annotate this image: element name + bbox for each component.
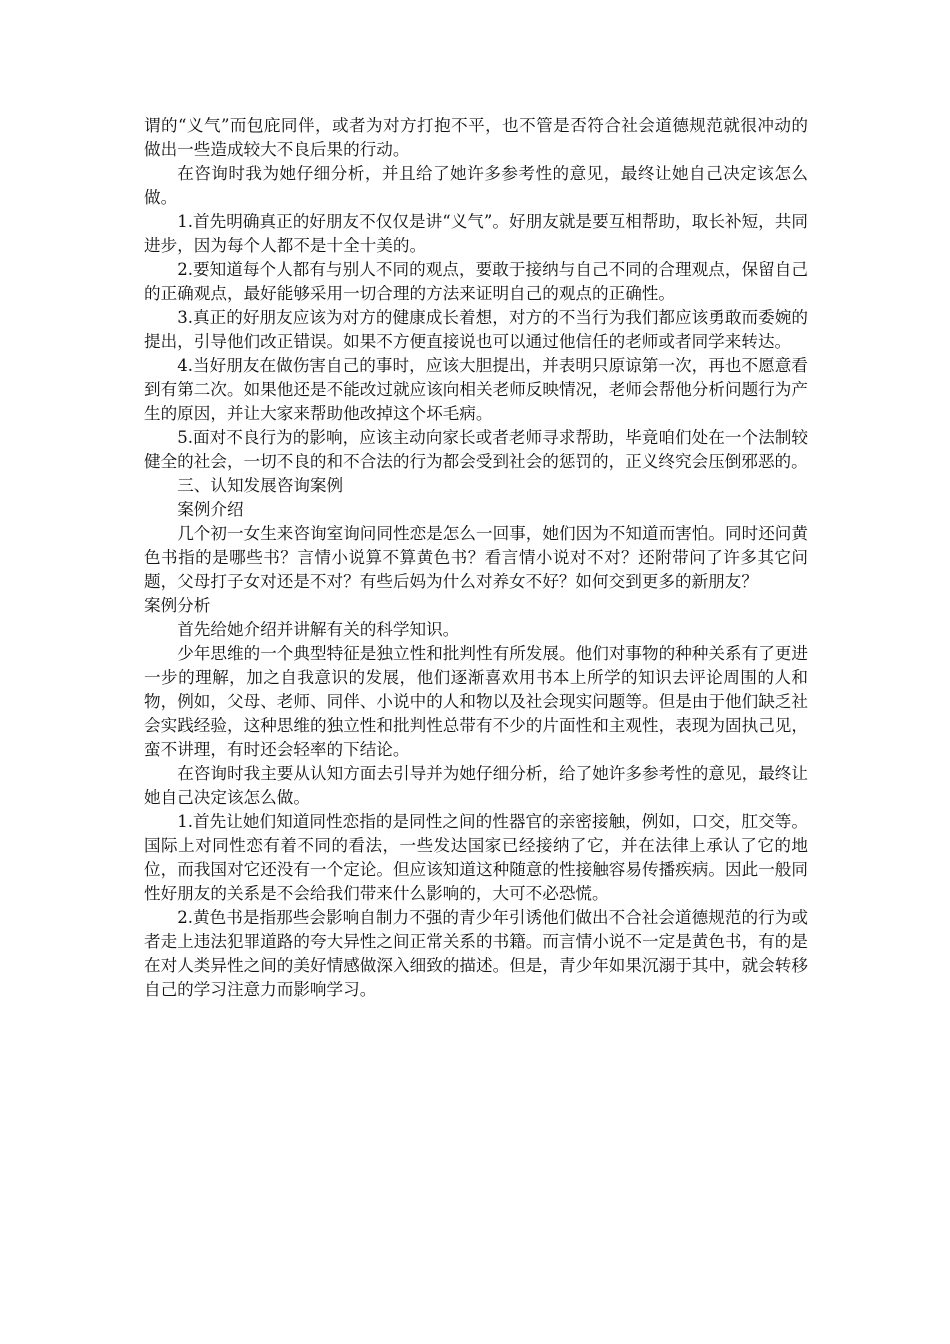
paragraph-point-3: 3.真正的好朋友应该为对方的健康成长着想，对方的不当行为我们都应该勇敢而委婉的提出，引导他们改正错误。如果不方便直接说也可以通过他信任的老师或者同学来转达。	[144, 308, 808, 351]
paragraph-cognitive-guidance: 在咨询时我主要从认知方面去引导并为她仔细分析，给了她许多参考性的意见，最终让她自己决定该怎么做。	[144, 764, 808, 807]
subheading-case-analysis: 案例分析	[144, 596, 211, 615]
section-heading: 三、认知发展咨询案例	[177, 476, 344, 495]
paragraph-analysis-point-1: 1.首先让她们知道同性恋指的是同性之间的性器官的亲密接触，例如，口交，肛交等。国际上对同性恋有着不同的看法，一些发达国家已经接纳了它，并在法律上承认了它的地位，而我国对它还没有一个定论。但应该知道这种随意的性接触容易传播疾病。因此一般同性好朋友的关系是不会给我们带来什么影响的，大可不必恐慌。	[144, 812, 808, 903]
paragraph-point-4: 4.当好朋友在做伤害自己的事时，应该大胆提出，并表明只原谅第一次，再也不愿意看到有第二次。如果他还是不能改过就应该向相关老师反映情况，老师会帮他分析问题行为产生的原因，并让大家来帮助他改掉这个坏毛病。	[144, 356, 808, 423]
subheading-case-intro: 案例介绍	[177, 500, 244, 519]
paragraph-analysis-intro: 首先给她介绍并讲解有关的科学知识。	[177, 620, 460, 639]
paragraph-analysis-point-2: 2.黄色书是指那些会影响自制力不强的青少年引诱他们做出不合社会道德规范的行为或者走上违法犯罪道路的夸大异性之间正常关系的书籍。而言情小说不一定是黄色书，有的是在对人类异性之间的美好情感做深入细致的描述。但是，青少年如果沉溺于其中，就会转移自己的学习注意力而影响学习。	[144, 908, 808, 999]
paragraph-point-1: 1.首先明确真正的好朋友不仅仅是讲“义气”。好朋友就是要互相帮助，取长补短，共同进步，因为每个人都不是十全十美的。	[144, 212, 808, 255]
paragraph-point-2: 2.要知道每个人都有与别人不同的观点，要敢于接纳与自己不同的合理观点，保留自己的正确观点，最好能够采用一切合理的方法来证明自己的观点的正确性。	[144, 260, 808, 303]
paragraph-counsel-intro: 在咨询时我为她仔细分析，并且给了她许多参考性的意见，最终让她自己决定该怎么做。	[144, 164, 808, 207]
paragraph-case-description: 几个初一女生来咨询室询问同性恋是怎么一回事，她们因为不知道而害怕。同时还问黄色书指的是哪些书？言情小说算不算黄色书？看言情小说对不对？还附带问了许多其它问题，父母打子女对还是不对？有些后妈为什么对养女不好？如何交到更多的新朋友？	[144, 524, 808, 591]
document-page	[144, 114, 808, 1002]
paragraph-point-5: 5.面对不良行为的影响，应该主动向家长或者老师寻求帮助，毕竟咱们处在一个法制较健全的社会，一切不良的和不合法的行为都会受到社会的惩罚的，正义终究会压倒邪恶的。	[144, 428, 808, 471]
paragraph-thinking-traits: 少年思维的一个典型特征是独立性和批判性有所发展。他们对事物的种种关系有了更进一步的理解，加之自我意识的发展，他们逐渐喜欢用书本上所学的知识去评论周围的人和物，例如，父母、老师、同伴、小说中的人和物以及社会现实问题等。但是由于他们缺乏社会实践经验，这种思维的独立性和批判性总带有不少的片面性和主观性，表现为固执己见，蛮不讲理，有时还会轻率的下结论。	[144, 644, 808, 759]
paragraph-continuation: 谓的“义气”而包庇同伴，或者为对方打抱不平，也不管是否符合社会道德规范就很冲动的做出一些造成较大不良后果的行动。	[144, 116, 808, 159]
